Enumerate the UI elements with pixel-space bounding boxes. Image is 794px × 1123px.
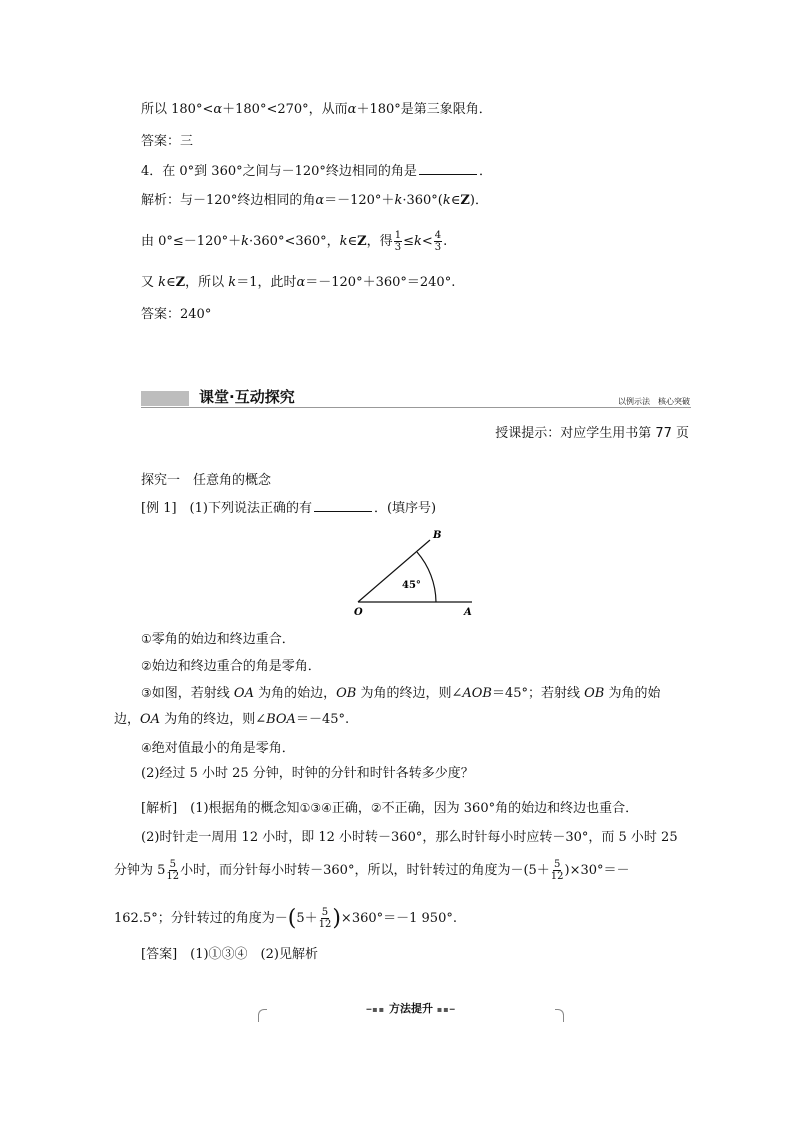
alpha-var: α xyxy=(213,102,223,117)
question-2: (2)经过 5 小时 25 分钟，时钟的分针和时针各转多少度？ xyxy=(141,766,474,781)
angle-name: BOA xyxy=(266,712,296,727)
right-paren: ) xyxy=(332,905,341,931)
text: 始边和终边重合的角是零角． xyxy=(151,659,321,674)
text: ．(填序号) xyxy=(373,501,437,516)
text: 正确， xyxy=(331,801,371,816)
k-var: k xyxy=(339,234,348,249)
text: 绝对值最小的角是零角． xyxy=(151,741,295,756)
decor-dots-right: ▪▪━ xyxy=(436,1005,456,1014)
text: 小时，而分针每小时转－360°，所以，时针转过的角度为－(5＋ xyxy=(180,863,550,878)
solution-line xyxy=(141,192,488,210)
answer-2: 答案：240° xyxy=(141,307,212,322)
text: 分钟为 5 xyxy=(114,863,166,878)
text: ∈ xyxy=(166,275,176,290)
text: 不正确，因为 360°角的始边和终边也重合． xyxy=(381,801,639,816)
text: 如图，若射线 xyxy=(151,686,234,701)
numerator: 5 xyxy=(321,907,329,918)
text: [例 1] (1)下列说法正确的有 xyxy=(141,501,312,516)
analysis-2-line-2 xyxy=(114,859,630,882)
answer-blank xyxy=(314,498,372,512)
text: 162.5°；分针转过的角度为－ xyxy=(114,911,288,926)
denominator: 3 xyxy=(394,242,402,253)
text: )×30°＝－ xyxy=(564,863,630,878)
line-conclusion xyxy=(141,101,492,119)
item-number: ③ xyxy=(141,686,152,700)
alpha-var: α xyxy=(296,275,306,290)
text: ∈ xyxy=(347,234,358,249)
text: ，所以 xyxy=(185,275,229,290)
fraction-five-twelfths xyxy=(319,907,332,930)
text: )． xyxy=(469,193,488,208)
integer-set: Z xyxy=(175,275,186,290)
text: 为角的始边， xyxy=(253,686,337,701)
statement-4 xyxy=(141,739,295,758)
numerator: 1 xyxy=(394,230,402,241)
label-o: O xyxy=(354,607,363,618)
statement-1 xyxy=(141,630,295,649)
example-1-title xyxy=(141,498,436,518)
text: 所以 180°< xyxy=(141,102,214,117)
item-number: ① xyxy=(141,632,152,646)
alpha-var: α xyxy=(315,193,325,208)
answer-blank xyxy=(419,161,477,175)
item-number: ① xyxy=(299,801,311,815)
text: ，得 xyxy=(366,234,393,249)
item-number: ② xyxy=(370,801,382,815)
section-title: 课堂·互动探究 xyxy=(199,388,295,406)
text: 为角的始 xyxy=(604,686,661,701)
text: ＝－120°＋360°＝240°. xyxy=(305,275,456,290)
section-divider xyxy=(141,407,691,408)
text: 又 xyxy=(141,275,159,290)
text: 4．在 0°到 360°之间与－120°终边相同的角是 xyxy=(141,164,417,179)
integer-set: Z xyxy=(357,234,367,249)
text: ＝－45°. xyxy=(295,712,350,727)
method-box-header xyxy=(258,1000,564,1022)
fraction-four-thirds xyxy=(434,230,442,253)
text: 零角的始边和终边重合． xyxy=(151,632,295,647)
angle-arc xyxy=(417,552,436,602)
text: ＝45°；若射线 xyxy=(491,686,585,701)
angle-label: 45° xyxy=(402,580,421,591)
text: 边， xyxy=(114,712,141,727)
text: 解析：与－120°终边相同的角 xyxy=(141,193,316,208)
item-number: ④ xyxy=(321,801,332,815)
ray-name: OB xyxy=(336,686,357,701)
text: < xyxy=(421,234,433,249)
denominator: 3 xyxy=(434,242,442,253)
text: [解析] (1)根据角的概念知 xyxy=(141,801,300,816)
left-paren: ( xyxy=(287,905,297,931)
integer-set: Z xyxy=(460,193,470,208)
label-a: A xyxy=(464,607,472,618)
numerator: 4 xyxy=(434,230,442,241)
decor-dots-left: ━▪▪ xyxy=(366,1005,386,1014)
text: ＝1，此时 xyxy=(236,275,297,290)
numerator: 5 xyxy=(553,859,561,870)
ray-name: OA xyxy=(140,712,161,727)
result-line xyxy=(141,274,455,292)
ray-name: OB xyxy=(584,686,605,701)
k-var: k xyxy=(413,234,422,249)
explore-heading: 探究一 任意角的概念 xyxy=(141,473,272,488)
alpha-var: α xyxy=(347,102,357,117)
k-var: k xyxy=(442,193,451,208)
text: ＝－120°＋ xyxy=(324,193,395,208)
answer-1: 答案：三 xyxy=(141,134,194,149)
text: 5＋ xyxy=(296,911,318,926)
label-b: B xyxy=(433,530,442,541)
ray-ob xyxy=(358,540,430,602)
section-subtitle: 以例示法 核心突破 xyxy=(618,397,690,406)
text: ·360°<360°， xyxy=(249,234,340,249)
text: 为角的终边，则∠ xyxy=(356,686,463,701)
analysis-2-line-3 xyxy=(114,907,457,930)
analysis-2-line-1: (2)时针走一周用 12 小时，即 12 小时转－360°，那么时针每小时应转－30°，而 5 小时 25 xyxy=(141,830,678,845)
answer-example-1: [答案] (1)①③④ (2)见解析 xyxy=(141,947,318,962)
method-label xyxy=(258,1000,564,1016)
angle-figure xyxy=(340,522,490,618)
angle-name: AOB xyxy=(462,686,492,701)
text: 为角的终边，则∠ xyxy=(160,712,267,727)
text: ×360°＝－1 950°. xyxy=(340,911,457,926)
text: ≤ xyxy=(403,234,414,249)
k-var: k xyxy=(228,275,237,290)
statement-3-line-2 xyxy=(114,711,349,729)
text: ∈ xyxy=(450,193,461,208)
method-title: 方法提升 xyxy=(389,1002,433,1015)
item-number: ② xyxy=(141,659,152,673)
fraction-one-third xyxy=(394,230,402,253)
statement-3-line-1 xyxy=(141,684,661,703)
k-var: k xyxy=(241,234,249,249)
section-bar xyxy=(141,391,189,406)
text: ＋180°是第三象限角． xyxy=(356,102,492,117)
k-var: k xyxy=(158,275,167,290)
text: ·360°( xyxy=(402,193,443,208)
item-number: ④ xyxy=(141,741,152,755)
text: 由 0°≤－120°＋ xyxy=(141,234,242,249)
fraction-five-twelfths xyxy=(166,859,179,882)
text: ． xyxy=(478,164,492,179)
statement-2 xyxy=(141,657,321,676)
question-4 xyxy=(141,161,492,181)
fraction-five-twelfths xyxy=(551,859,564,882)
text: ＋180°<270°，从而 xyxy=(222,102,348,117)
ray-name: OA xyxy=(233,686,254,701)
denominator: 12 xyxy=(318,919,332,930)
text: . xyxy=(443,234,448,249)
denominator: 12 xyxy=(166,871,180,882)
inequality-line xyxy=(141,230,447,253)
item-number: ③ xyxy=(310,801,322,815)
analysis-1 xyxy=(141,799,638,818)
k-var: k xyxy=(394,193,403,208)
denominator: 12 xyxy=(550,871,564,882)
numerator: 5 xyxy=(169,859,176,870)
teaching-hint: 授课提示：对应学生用书第 77 页 xyxy=(495,426,689,441)
